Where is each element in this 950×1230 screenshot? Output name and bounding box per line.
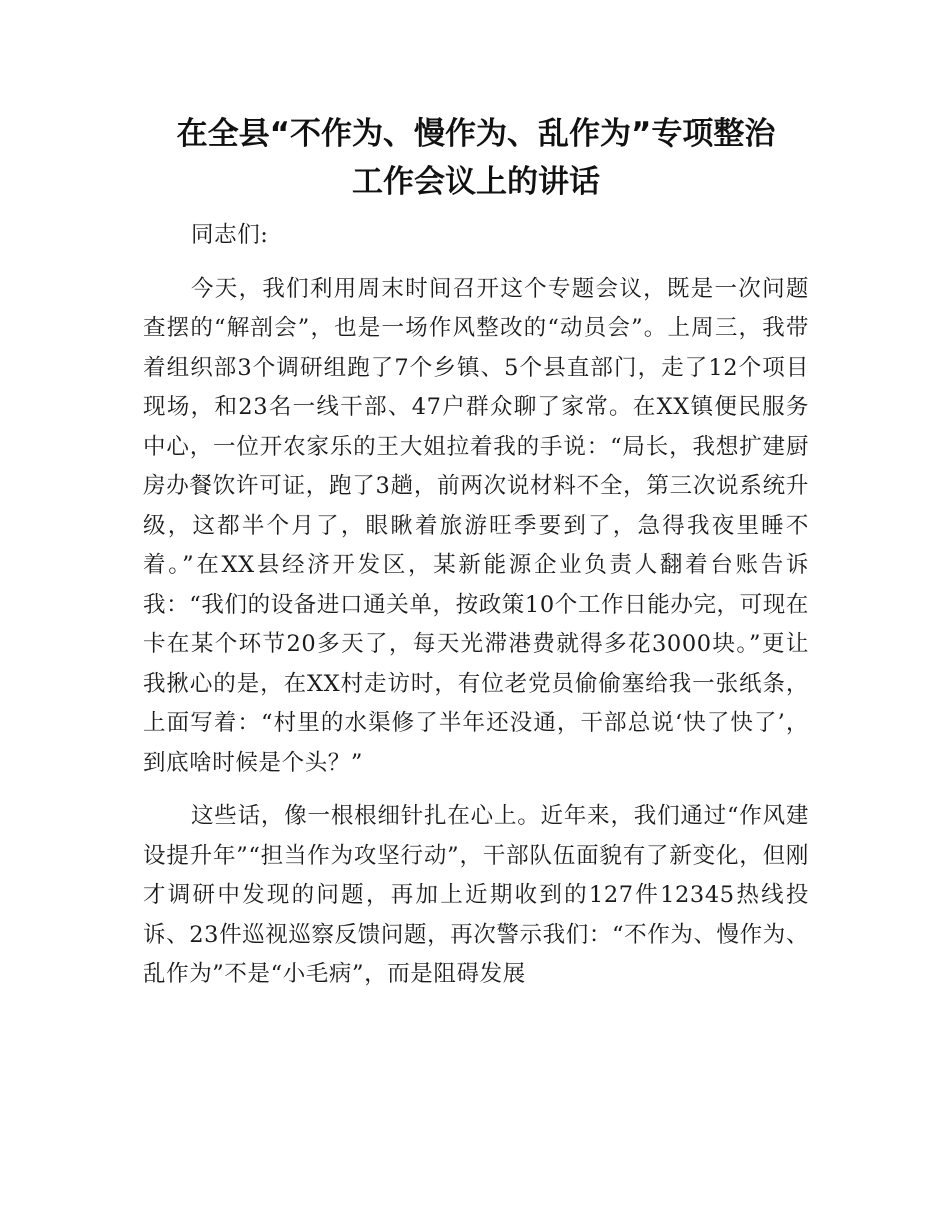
title-line-2: 工作会议上的讲话 xyxy=(352,164,600,200)
document-page xyxy=(143,110,809,995)
document-title xyxy=(143,110,809,206)
title-line-1: 在全县“不作为、慢作为、乱作为”专项整治 xyxy=(176,116,776,152)
paragraph-2: 这些话，像一根根细针扎在心上。近年来，我们通过“作风建设提升年”“担当作为攻坚行动”，干部队伍面貌有了新变化，但刚才调研中发现的问题，再加上近期收到的127件12345热线投诉、23件巡视巡察反馈问题，再次警示我们：“不作为、慢作为、乱作为”不是“小毛病”，而是阻碍发展 xyxy=(143,803,809,987)
salutation: 同志们: xyxy=(191,222,269,248)
paragraph-1: 今天，我们利用周末时间召开这个专题会议，既是一次问题查摆的“解剖会”，也是一场作风整改的“动员会”。上周三，我带着组织部3个调研组跑了7个乡镇、5个县直部门，走了12个项目现场，和23名一线干部、47户群众聊了家常。在XX镇便民服务中心，一位开农家乐的王大姐拉着我的手说：“局长，我想扩建厨房办餐饮许可证，跑了3趟，前两次说材料不全，第三次说系统升级，这都半个月了，眼瞅着旅游旺季要到了，急得我夜里睡不着。”在XX县经济开发区，某新能源企业负责人翻着台账告诉我：“我们的设备进口通关单，按政策10个工作日能办完，可现在卡在某个环节20多天了，每天光滞港费就得多花3000块。”更让我揪心的是，在XX村走访时，有位老党员偷偷塞给我一张纸条，上面写着：“村里的水渠修了半年还没通，干部总说‘快了快了’，到底啥时候是个头？” xyxy=(143,275,809,776)
